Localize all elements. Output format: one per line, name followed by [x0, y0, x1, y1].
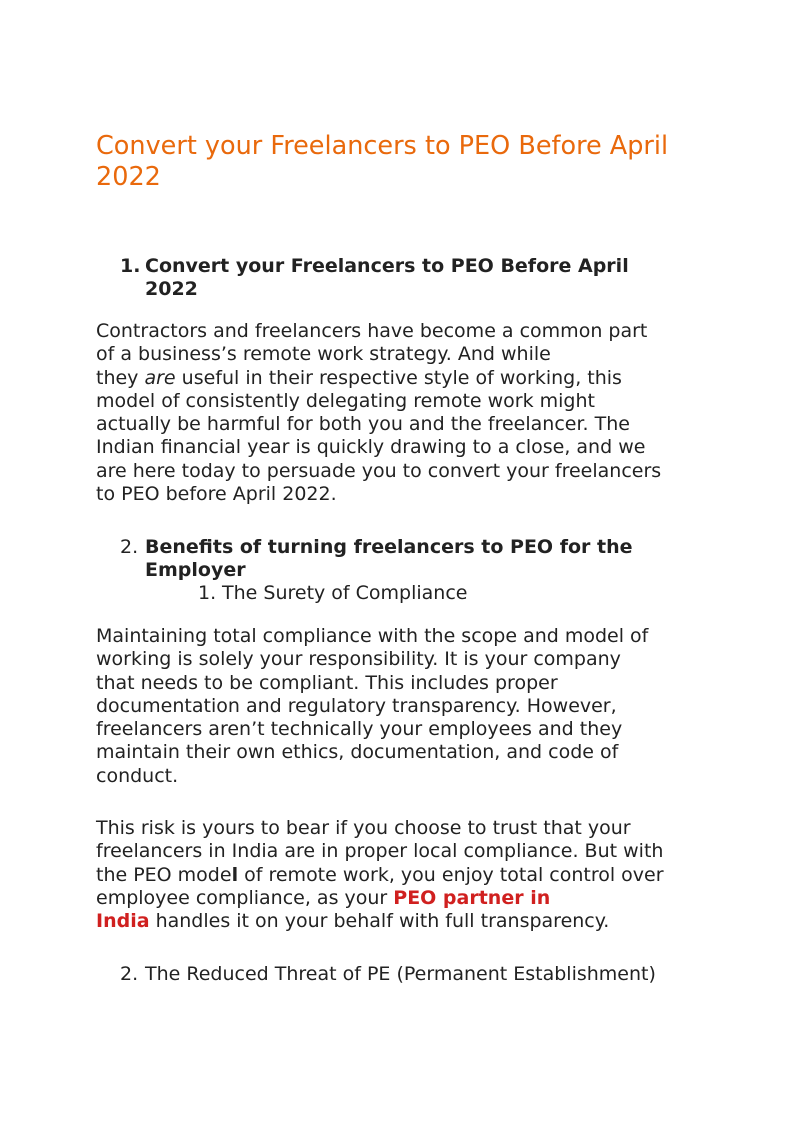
compliance-line: maintain their own ethics, documentation, and code of — [96, 741, 619, 764]
intro-text: they — [96, 366, 145, 389]
peo-partner-link[interactable]: PEO partner in — [393, 886, 551, 909]
compliance-line: documentation and regulatory transparency. However, — [96, 694, 617, 717]
subsection-2-title: The Reduced Threat of PE (Permanent Establishment) — [145, 963, 656, 985]
risk-line: This risk is yours to bear if you choose to trust that your — [96, 817, 631, 839]
risk-line — [96, 910, 701, 933]
risk-line — [96, 864, 701, 887]
compliance-line: that needs to be compliant. This includes proper — [96, 671, 558, 694]
subsection-1 — [96, 582, 701, 606]
peo-partner-link-continued[interactable]: India — [96, 910, 150, 933]
section-2-title-line1: Benefits of turning freelancers to PEO for the — [145, 536, 633, 558]
section-2-title — [145, 536, 675, 583]
compliance-paragraph — [96, 625, 701, 788]
page-title: Convert your Freelancers to PEO Before April 2022 — [96, 131, 669, 192]
section-1-number: 1. — [120, 255, 141, 277]
compliance-line: freelancers aren’t technically your employees and they — [96, 718, 623, 741]
intro-line: to PEO before April 2022. — [96, 483, 337, 506]
section-1-title-line2: 2022 — [145, 278, 198, 301]
subsection-2 — [96, 963, 701, 987]
risk-text: the PEO mode — [96, 863, 232, 886]
subsection-1-title: The Surety of Compliance — [222, 582, 468, 604]
intro-line: Contractors and freelancers have become a common part — [96, 320, 648, 342]
intro-emphasis: are — [144, 366, 176, 389]
section-1-heading — [96, 255, 701, 303]
intro-line: model of consistently delegating remote work might — [96, 389, 595, 412]
risk-bold-letter: l — [231, 863, 239, 886]
risk-line — [96, 887, 701, 910]
risk-text: employee compliance, as your — [96, 886, 394, 909]
section-2-title-line2: Employer — [145, 559, 246, 582]
intro-line: Indian financial year is quickly drawing to a close, and we — [96, 436, 646, 459]
intro-line: actually be harmful for both you and the freelancer. The — [96, 413, 630, 436]
subsection-1-number: 1. — [198, 582, 217, 604]
compliance-line: Maintaining total compliance with the scope and model of — [96, 625, 649, 647]
intro-line — [96, 367, 701, 390]
compliance-line: working is solely your responsibility. It is your company — [96, 648, 621, 671]
intro-paragraph — [96, 320, 701, 506]
section-2-number: 2. — [120, 536, 139, 558]
intro-text: useful in their respective style of working, this — [175, 366, 622, 389]
section-2-heading — [96, 536, 701, 584]
intro-line: are here today to persuade you to convert your freelancers — [96, 459, 662, 482]
section-1-title-line1: Convert your Freelancers to PEO Before April — [145, 255, 629, 277]
risk-line: freelancers in India are in proper local compliance. But with — [96, 840, 664, 863]
risk-text: handles it on your behalf with full transparency. — [149, 910, 610, 933]
subsection-2-number: 2. — [120, 963, 139, 985]
compliance-line: conduct. — [96, 764, 179, 787]
risk-paragraph — [96, 817, 701, 933]
intro-line: of a business’s remote work strategy. And while — [96, 343, 551, 366]
section-1-title — [145, 255, 675, 302]
risk-text: of remote work, you enjoy total control over — [238, 863, 664, 886]
